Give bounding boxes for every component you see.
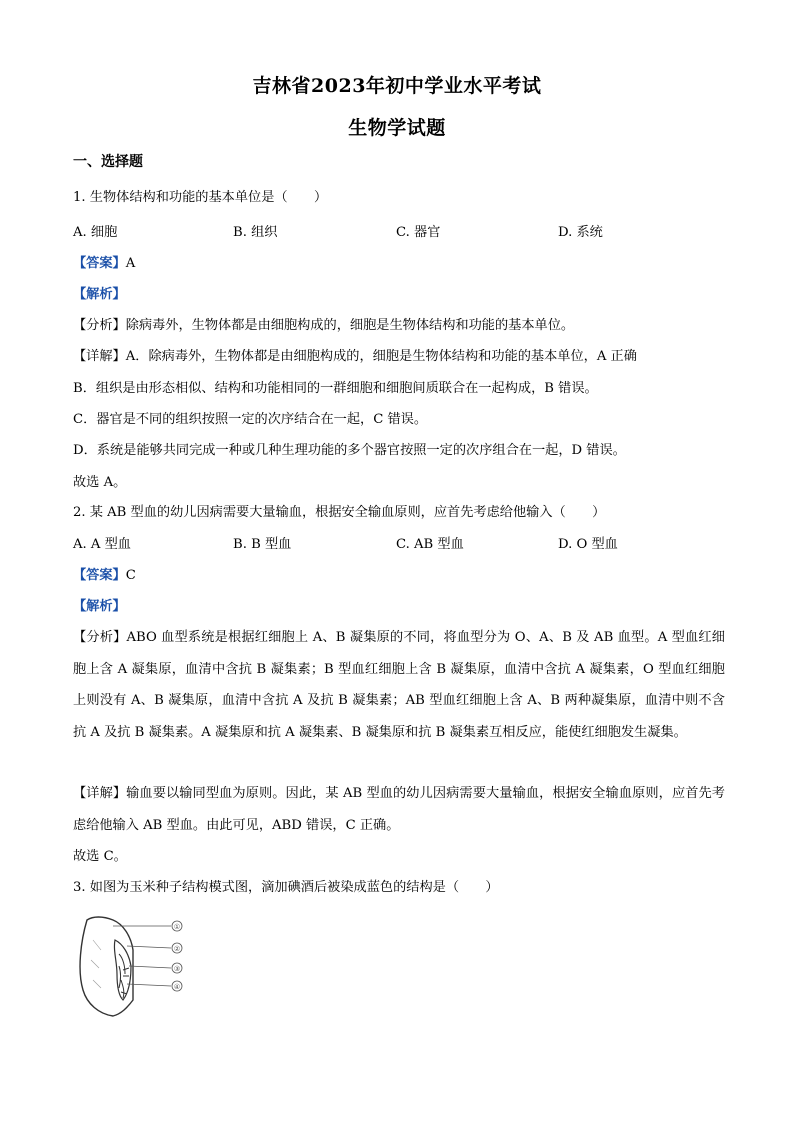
- q2-option-b: B. B 型血: [233, 537, 292, 552]
- q1-xiangjie-line: D．系统是能够共同完成一种或几种生理功能的多个器官按照一定的次序组合在一起，D 错误。: [73, 443, 626, 458]
- q1-option-c: C. 器官: [396, 225, 441, 240]
- answer-tag: 【答案】: [73, 256, 126, 271]
- fenxi-tag: 【分析】: [73, 630, 127, 645]
- fenxi-text: 除病毒外，生物体都是由细胞构成的，细胞是生物体结构和功能的基本单位。: [125, 318, 575, 333]
- q2-analysis-tag: [73, 597, 723, 617]
- q1-analysis-tag: [73, 285, 723, 305]
- q1-option-b: B. 组织: [233, 225, 278, 240]
- analysis-tag: 【解析】: [73, 599, 126, 614]
- q1-xiangjie-line: C．器官是不同的组织按照一定的次序结合在一起，C 错误。: [73, 412, 428, 427]
- q1-xiangjie-line: [73, 347, 723, 367]
- exam-subtitle: 生物学试题: [348, 117, 446, 139]
- exam-title: 吉林省2023年初中学业水平考试: [252, 75, 542, 97]
- q1-option-d: D. 系统: [558, 225, 603, 240]
- fenxi-text: ABO 血型系统是根据红细胞上 A、B 凝集原的不同，将血型分为 O、A、B 及 AB 血型。A 型血红细胞上含 A 凝集原，血清中含抗 B 凝集素；B 型血红细胞上含 B 凝集原，血清中含抗 A 凝集素，O 型血红细胞上则没有 A、B 凝集原，血清中含抗 A 及抗 B 凝集素；AB 型血红细胞上含 A、B 两种凝集原，血清中则不含抗 A 及抗 B 凝集素。A 凝集原和抗 A 凝集素、B 凝集原和抗 B 凝集素互相反应，能使红细胞发生凝集。: [73, 630, 725, 740]
- answer-value: C: [125, 568, 136, 583]
- analysis-tag: 【解析】: [73, 287, 126, 302]
- q2-option-c: C. AB 型血: [396, 537, 464, 552]
- q2-fenxi: [73, 622, 725, 748]
- q3-stem: 3. 如图为玉米种子结构模式图，滴加碘酒后被染成蓝色的结构是（ ）: [73, 880, 499, 895]
- xiangjie-text: 输血要以输同型血为原则。因此，某 AB 型血的幼儿因病需要大量输血，根据安全输血原则，应首先考虑给他输入 AB 型血。由此可见，ABD 错误，C 正确。: [73, 786, 725, 833]
- answer-value: A: [125, 256, 136, 271]
- q1-option-a: A. 细胞: [73, 225, 118, 240]
- figure-label-3: ③: [173, 965, 181, 973]
- section-heading: 一、选择题: [73, 154, 143, 170]
- q1-conclusion: 故选 A。: [73, 475, 127, 490]
- q2-option-a: A. A 型血: [73, 537, 131, 552]
- q1-stem: 1. 生物体结构和功能的基本单位是（ ）: [73, 190, 328, 205]
- fenxi-tag: 【分析】: [73, 318, 126, 333]
- answer-tag: 【答案】: [73, 568, 126, 583]
- q2-xiangjie: [73, 778, 725, 841]
- figure-label-1: ①: [173, 923, 181, 931]
- q2-conclusion: 故选 C。: [73, 849, 127, 864]
- q1-fenxi: [73, 316, 723, 336]
- q2-option-d: D. O 型血: [558, 537, 618, 552]
- xiangjie-text: A．除病毒外，生物体都是由细胞构成的，细胞是生物体结构和功能的基本单位，A 正确: [125, 349, 637, 364]
- q1-xiangjie-line: B．组织是由形态相似、结构和功能相同的一群细胞和细胞间质联合在一起构成，B 错误。: [73, 381, 598, 396]
- figure-label-4: ④: [173, 983, 181, 991]
- corn-seed-svg: [73, 910, 193, 1022]
- corn-seed-diagram: [73, 910, 193, 1022]
- figure-label-2: ②: [173, 945, 181, 953]
- xiangjie-tag: 【详解】: [73, 349, 126, 364]
- xiangjie-tag: 【详解】: [73, 786, 127, 801]
- q2-answer: [73, 566, 723, 586]
- q2-stem: 2. 某 AB 型血的幼儿因病需要大量输血，根据安全输血原则，应首先考虑给他输入（ ）: [73, 505, 606, 520]
- q1-answer: [73, 254, 723, 274]
